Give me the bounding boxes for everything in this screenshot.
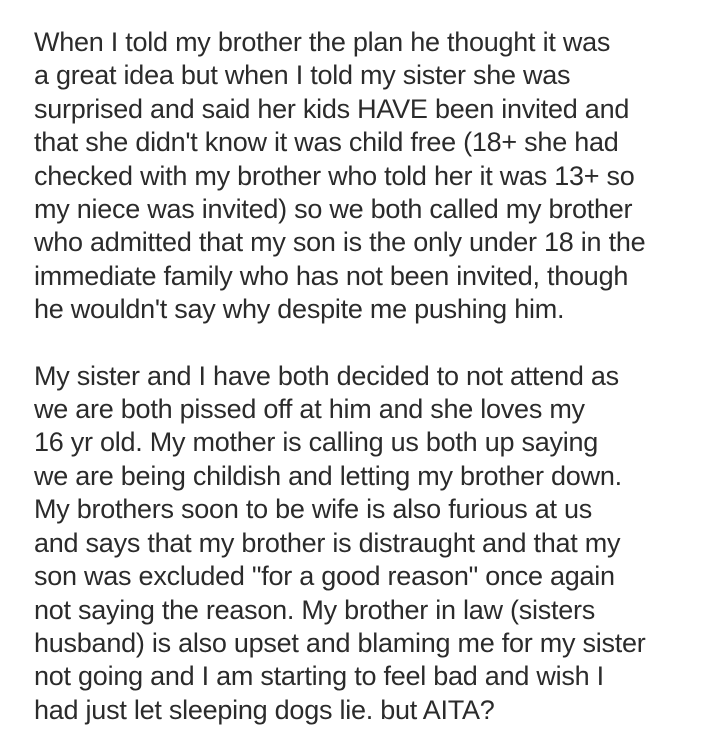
text-line: my niece was invited) so we both called my brother — [34, 194, 633, 225]
text-line: not going and I am starting to feel bad and wish I — [34, 661, 604, 692]
text-line: 16 yr old. My mother is calling us both up saying — [34, 427, 599, 458]
text-line: checked with my brother who told her it was 13+ so — [34, 160, 635, 191]
text-line: he wouldn't say why despite me pushing him. — [34, 294, 565, 325]
text-line: My sister and I have both decided to not attend as — [34, 360, 619, 391]
text-line: husband) is also upset and blaming me for my sister — [34, 627, 646, 658]
text-line: My brothers soon to be wife is also furious at us — [34, 494, 593, 525]
paragraph-1 — [34, 26, 720, 327]
text-line: we are both pissed off at him and she loves my — [34, 394, 585, 425]
text-line: a great idea but when I told my sister she was — [34, 60, 571, 91]
text-line: When I told my brother the plan he thought it was — [34, 27, 611, 57]
text-line: who admitted that my son is the only under 18 in the — [34, 227, 646, 258]
text-line: son was excluded "for a good reason" once again — [34, 561, 615, 592]
text-line: and says that my brother is distraught and that my — [34, 527, 621, 558]
text-line: not saying the reason. My brother in law (sisters — [34, 594, 595, 625]
text-line: that she didn't know it was child free (18+ she had — [34, 127, 619, 158]
text-line: had just let sleeping dogs lie. but AITA? — [34, 694, 495, 725]
text-line: immediate family who has not been invited, though — [34, 260, 629, 291]
text-line: surprised and said her kids HAVE been invited and — [34, 93, 630, 124]
paragraph-2 — [34, 360, 720, 727]
text-line: we are being childish and letting my brother down. — [34, 460, 622, 491]
